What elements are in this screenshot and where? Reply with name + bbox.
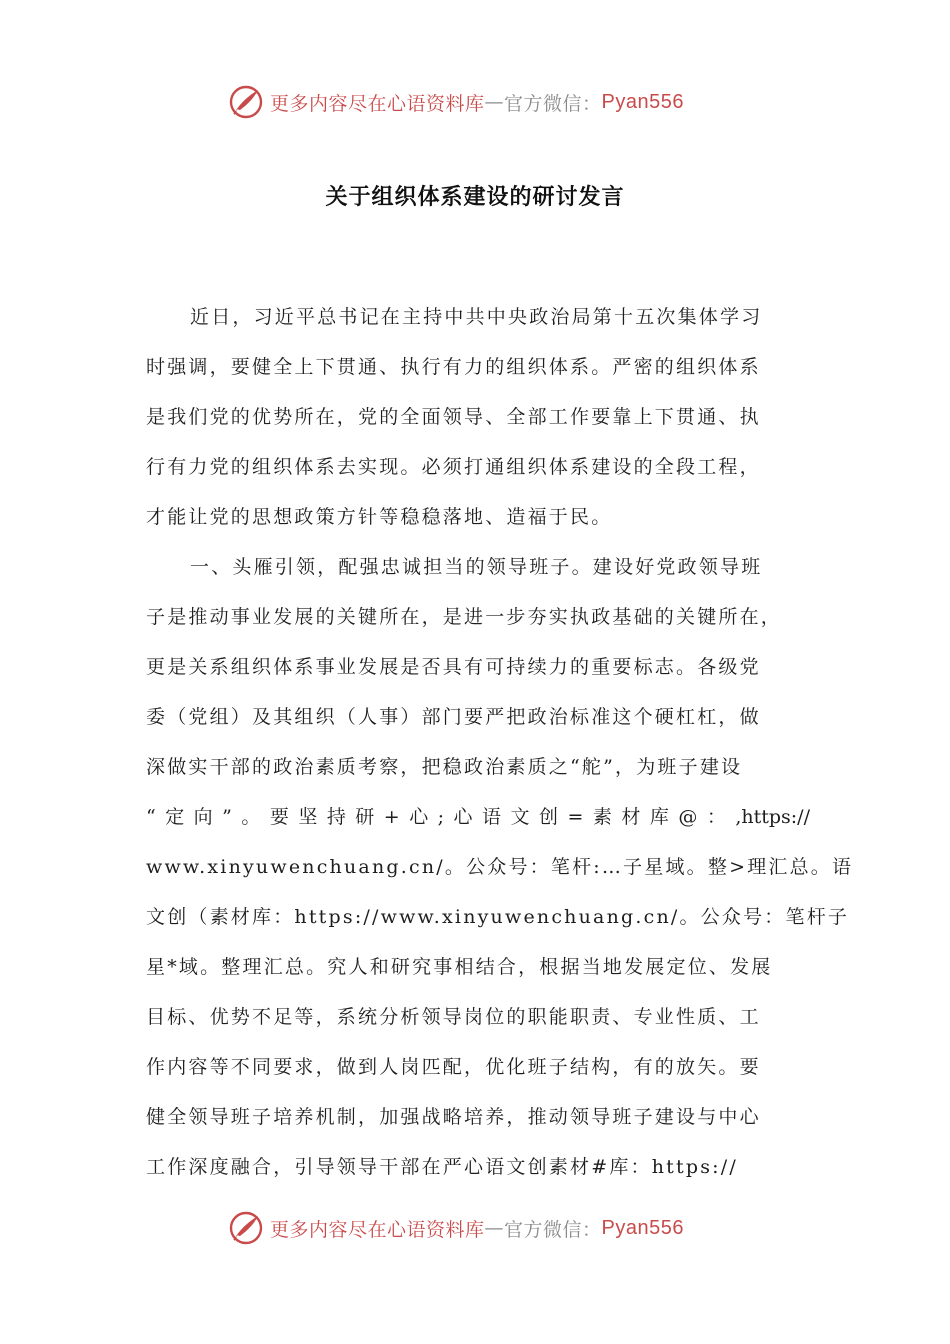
text-line: 行有力党的组织体系去实现。必须打通组织体系建设的全段工程， — [146, 456, 761, 478]
text-line: 文创（素材库：https://www.xinyuwenchuang.cn/。公众号：笔杆子 — [146, 906, 850, 928]
text-line: 子是推动事业发展的关键所在，是进一步夯实执政基础的关键所在， — [146, 606, 783, 628]
banner-wechat-id: Pyan556 — [601, 90, 684, 113]
text-line: 近日，习近平总书记在主持中共中央政治局第十五次集体学习 — [190, 306, 763, 328]
text-line: 委（党组）及其组织（人事）部门要严把政治标准这个硬杠杠，做 — [146, 706, 761, 728]
banner-wechat-label: 官方微信： — [504, 92, 602, 115]
text-line: www.xinyuwenchuang.cn/。公众号：笔杆:…子星域。整>理汇总。语 — [146, 856, 854, 878]
quill-pen-circle-icon — [228, 84, 264, 120]
header-banner — [228, 82, 748, 122]
banner-wechat-id: Pyan556 — [601, 1216, 684, 1239]
banner-library-text: 更多内容尽在心语资料库 — [270, 92, 485, 115]
text-line: 时强调，要健全上下贯通、执行有力的组织体系。严密的组织体系 — [146, 356, 761, 378]
banner-dash: — — [484, 91, 505, 113]
text-line: 星*域。整理汇总。究人和研究事相结合，根据当地发展定位、发展 — [146, 956, 773, 978]
text-line: 才能让党的思想政策方针等稳稳落地、造福于民。 — [146, 506, 613, 528]
text-line: “定向”。要坚持研+心;心语文创=素材库@：,https:// — [146, 806, 810, 828]
text-line: 是我们党的优势所在，党的全面领导、全部工作要靠上下贯通、执 — [146, 406, 761, 428]
banner-wechat-label: 官方微信： — [504, 1218, 602, 1241]
text-line: 健全领导班子培养机制，加强战略培养，推动领导班子建设与中心 — [146, 1106, 761, 1128]
text-line: 工作深度融合，引导领导干部在严心语文创素材#库：https:// — [146, 1156, 738, 1178]
page-title: 关于组织体系建设的研讨发言 — [325, 185, 625, 210]
text-line: 更是关系组织体系事业发展是否具有可持续力的重要标志。各级党 — [146, 656, 761, 678]
banner-library-text: 更多内容尽在心语资料库 — [270, 1218, 485, 1241]
footer-banner — [228, 1208, 748, 1248]
banner-dash: — — [484, 1217, 505, 1239]
text-line: 作内容等不同要求，做到人岗匹配，优化班子结构，有的放矢。要 — [146, 1056, 761, 1078]
document-body — [146, 292, 854, 1192]
text-line: 目标、优势不足等，系统分析领导岗位的职能职责、专业性质、工 — [146, 1006, 761, 1028]
quill-pen-circle-icon — [228, 1210, 264, 1246]
text-line: 深做实干部的政治素质考察，把稳政治素质之“舵”，为班子建设 — [146, 756, 743, 778]
text-line: 一、头雁引领，配强忠诚担当的领导班子。建设好党政领导班 — [190, 556, 763, 578]
